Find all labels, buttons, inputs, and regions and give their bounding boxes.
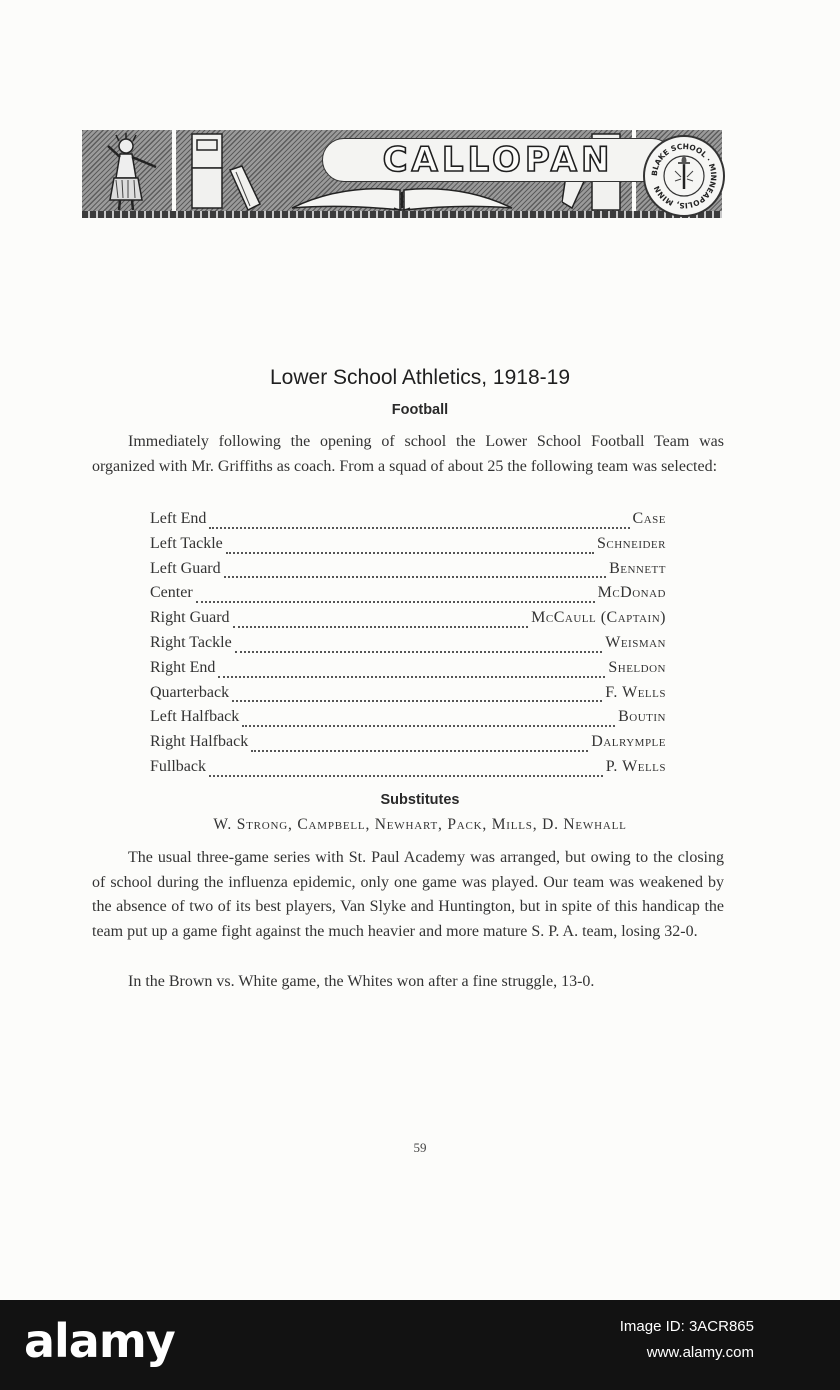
- roster-row: [150, 510, 666, 535]
- roster-row: [150, 733, 666, 758]
- figure-illustration: [82, 130, 172, 218]
- page-number: 59: [413, 1140, 427, 1155]
- player-name: Schneider: [596, 534, 666, 552]
- dot-leader: [235, 650, 603, 653]
- player-name: Dalrymple: [591, 733, 666, 751]
- player-name: Sheldon: [608, 658, 666, 676]
- roster-row: [150, 584, 666, 609]
- roster-row: [150, 634, 666, 659]
- dot-leader: [232, 699, 602, 702]
- dot-leader: [196, 600, 595, 603]
- position-label: Right Tackle: [150, 633, 232, 651]
- dot-leader: [209, 774, 603, 777]
- team-roster: [150, 510, 666, 783]
- position-label: Center: [150, 584, 193, 602]
- series-paragraph: The usual three-game series with St. Paul Academy was arranged, but owing to the closing of school during the influenza epidemic, only one game was played. Our team was weakened by the absence of two of its best players, Van Slyke and Huntington, but in spite of this handicap the team put up a game fight against the much heavier and more mature S. P. A. team, losing 32-0.: [92, 849, 724, 940]
- banner-bottom-strip: [82, 211, 722, 218]
- roster-row: [150, 609, 666, 634]
- dot-leader: [251, 749, 588, 752]
- section-heading: Football: [391, 402, 449, 418]
- callopan-banner: [82, 130, 722, 218]
- blake-school-seal: [643, 135, 725, 217]
- substitutes-heading: Substitutes: [380, 792, 460, 808]
- position-label: Left End: [150, 510, 207, 527]
- position-label: Quarterback: [150, 683, 230, 701]
- stock-footer-bar: [0, 1300, 840, 1390]
- position-label: Left Halfback: [150, 708, 240, 726]
- dot-leader: [224, 575, 606, 578]
- banner-title: CALLOPAN: [382, 140, 614, 180]
- substitutes-list: W. Strong, Campbell, Newhart, Pack, Mills, D. Newhall: [213, 816, 627, 833]
- roster-row: [150, 708, 666, 733]
- dot-leader: [209, 526, 629, 529]
- player-name: Case: [632, 510, 666, 527]
- banner-divider: [172, 130, 176, 218]
- player-name: Bennett: [609, 559, 666, 577]
- dot-leader: [226, 551, 594, 554]
- footer-url[interactable]: www.alamy.com: [646, 1344, 754, 1361]
- intro-paragraph: Immediately following the opening of school the Lower School Football Team was organized with Mr. Griffiths as coach. From a squad of about 25 the following team was selected:: [92, 433, 724, 475]
- dot-leader: [218, 675, 605, 678]
- roster-row: [150, 758, 666, 783]
- dot-leader: [242, 724, 615, 727]
- position-label: Fullback: [150, 757, 206, 775]
- seal-text: BLAKE SCHOOL · MINNEAPOLIS, MINN: [649, 141, 719, 211]
- player-name: F. Wells: [605, 683, 666, 701]
- player-name: Weisman: [605, 633, 666, 651]
- position-label: Right End: [150, 658, 216, 676]
- roster-row: [150, 659, 666, 684]
- position-label: Right Halfback: [150, 733, 249, 751]
- roster-row: [150, 560, 666, 585]
- image-id: Image ID: 3ACR865: [619, 1318, 754, 1335]
- player-name: P. Wells: [605, 757, 666, 775]
- torch-icon: [645, 137, 723, 215]
- player-name: McCaull (Captain): [531, 609, 666, 627]
- roster-row: [150, 684, 666, 709]
- banner-title-plate: [322, 138, 674, 182]
- dot-leader: [233, 625, 529, 628]
- position-label: Left Tackle: [150, 534, 223, 552]
- position-label: Right Guard: [150, 609, 230, 627]
- roster-row: [150, 535, 666, 560]
- position-label: Left Guard: [150, 559, 221, 577]
- player-name: Boutin: [618, 708, 666, 726]
- player-name: McDonad: [597, 584, 666, 602]
- alamy-logo: alamy: [24, 1314, 175, 1368]
- article-title: Lower School Athletics, 1918-19: [269, 366, 571, 389]
- brown-white-paragraph: In the Brown vs. White game, the Whites won after a fine struggle, 13-0.: [128, 973, 595, 990]
